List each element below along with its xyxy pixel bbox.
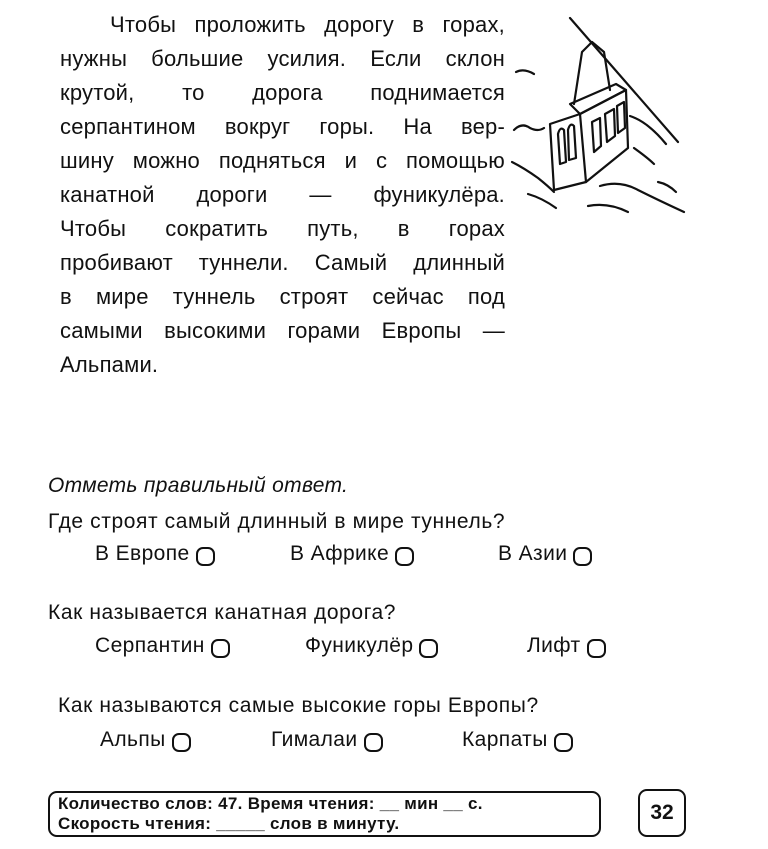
option-label: В Европе (95, 542, 190, 565)
word-count-line: Количество слов: 47. Время чтения: __ мин __ с. (58, 794, 483, 813)
option-label: Карпаты (462, 728, 548, 751)
passage-line: пробивают туннели. Самый длинный (60, 250, 505, 275)
passage-line: шину можно подняться и с помощью (60, 148, 505, 173)
answer-option-serpentine[interactable] (95, 634, 230, 658)
reading-passage (60, 8, 505, 382)
answer-option-europe[interactable] (95, 542, 215, 566)
reading-speed-line: Скорость чтения: _____ слов в минуту. (58, 814, 400, 833)
answer-checkbox[interactable] (196, 547, 215, 566)
answer-option-africa[interactable] (290, 542, 414, 566)
option-label: В Азии (498, 542, 568, 565)
question-2: Как называется канатная дорога? (48, 601, 397, 624)
answer-option-himalayas[interactable] (271, 728, 383, 752)
answer-option-funicular[interactable] (305, 634, 438, 658)
passage-line: Чтобы проложить дорогу в горах, (110, 12, 505, 37)
answer-checkbox[interactable] (554, 733, 573, 752)
question-1: Где строят самый длинный в мире туннель? (48, 510, 506, 533)
page-number: 32 (638, 789, 686, 837)
answer-option-lift[interactable] (527, 634, 606, 658)
answer-checkbox[interactable] (395, 547, 414, 566)
answer-option-asia[interactable] (498, 542, 592, 566)
passage-line: канатной дороги — фуникулёра. (60, 182, 505, 207)
passage-line: Чтобы сократить путь, в горах (60, 216, 505, 241)
option-label: Лифт (527, 634, 581, 657)
passage-line: в мире туннель строят сейчас под (60, 284, 505, 309)
answer-checkbox[interactable] (587, 639, 606, 658)
instruction-text: Отметь правильный ответ. (48, 474, 349, 497)
cable-car-icon (508, 12, 698, 222)
answer-checkbox[interactable] (364, 733, 383, 752)
passage-line: крутой, то дорога поднимается (60, 80, 505, 105)
passage-line: серпантином вокруг горы. На вер- (60, 114, 505, 139)
passage-line: нужны большие усилия. Если склон (60, 46, 505, 71)
option-label: В Африке (290, 542, 390, 565)
passage-line: Альпами. (60, 352, 159, 377)
answer-option-carpathians[interactable] (462, 728, 573, 752)
reading-stats-box (48, 791, 601, 837)
answer-checkbox[interactable] (573, 547, 592, 566)
answer-option-alps[interactable] (100, 728, 191, 752)
question-3: Как называются самые высокие горы Европы? (58, 694, 539, 717)
answer-checkbox[interactable] (172, 733, 191, 752)
option-label: Гималаи (271, 728, 358, 751)
option-label: Фуникулёр (305, 634, 414, 657)
passage-line: самыми высокими горами Европы — (60, 318, 505, 343)
option-label: Серпантин (95, 634, 205, 657)
option-label: Альпы (100, 728, 166, 751)
answer-checkbox[interactable] (211, 639, 230, 658)
answer-checkbox[interactable] (419, 639, 438, 658)
